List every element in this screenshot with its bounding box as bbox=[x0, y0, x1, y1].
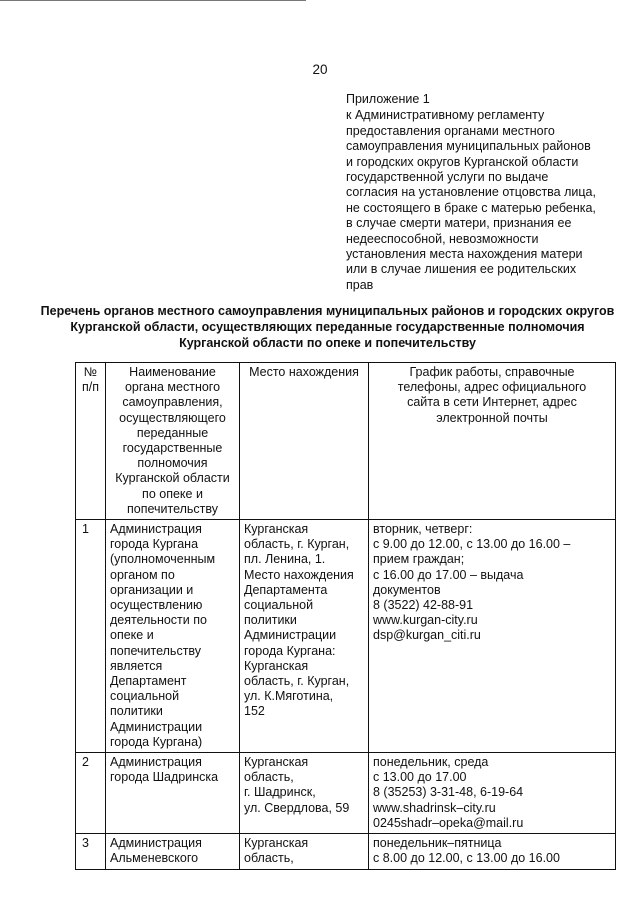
appendix-block bbox=[346, 92, 616, 293]
table-row bbox=[76, 520, 616, 753]
row-number: 3 bbox=[76, 834, 106, 869]
table-row bbox=[76, 753, 616, 834]
row-authority-name: Администрация Альменевского bbox=[106, 834, 240, 869]
appendix-title: Приложение 1 bbox=[346, 92, 430, 106]
row-number: 1 bbox=[76, 520, 106, 753]
row-location: Курганская область, bbox=[240, 834, 369, 869]
row-location: Курганская область, г. Шадринск, ул. Свердлова, 59 bbox=[240, 753, 369, 834]
page-number: 20 bbox=[312, 62, 328, 77]
header-number: № п/п bbox=[76, 363, 106, 520]
top-border-line bbox=[0, 0, 306, 1]
row-authority-name: Администрация города Шадринска bbox=[106, 753, 240, 834]
document-heading: Перечень органов местного самоуправления муниципальных районов и городских округов Курганской области, осуществляющих переданные государственные полномочия Курганской области по опеке и попечительству bbox=[40, 304, 615, 350]
row-schedule-contacts: понедельник, среда с 13.00 до 17.00 8 (35253) 3-31-48, 6-19-64 www.shadrinsk–city.ru 0245shadr–opeka@mail.ru bbox=[369, 753, 616, 834]
appendix-text: к Административному регламенту предоставления органами местного самоуправления муниципальных районов и городских округов Курганской области государственной услуги по выдаче согласия на установление отцовства лица, не состоящего в браке с матерью ребенка, в случае смерти матери, признания ее недееспособной, невозможности установления места нахождения матери или в случае лишения ее родительских прав bbox=[346, 108, 596, 292]
header-name: Наименование органа местного самоуправления, осуществляющего переданные государственные полномочия Курганской области по опеке и попечительству bbox=[106, 363, 240, 520]
row-location: Курганская область, г. Курган, пл. Ленина, 1. Место нахождения Департамента социальной политики Администрации города Кургана: Курганская область, г. Курган, ул. К.Мяготина, 152 bbox=[240, 520, 369, 753]
row-number: 2 bbox=[76, 753, 106, 834]
header-schedule: График работы, справочные телефоны, адрес официального сайта в сети Интернет, адрес электронной почты bbox=[369, 363, 616, 520]
row-authority-name: Администрация города Кургана (уполномоченным органом по организации и осуществлению деятельности по опеке и попечительству является Департамент социальной политики Администрации города Кургана) bbox=[106, 520, 240, 753]
header-location: Место нахождения bbox=[240, 363, 369, 520]
row-schedule-contacts: понедельник–пятница с 8.00 до 12.00, с 13.00 до 16.00 bbox=[369, 834, 616, 869]
authorities-table bbox=[75, 362, 616, 870]
row-schedule-contacts: вторник, четверг: с 9.00 до 12.00, с 13.00 до 16.00 – прием граждан; с 16.00 до 17.00 – выдача документов 8 (3522) 42-88-91 www.kurgan-city.ru dsp@kurgan_citi.ru bbox=[369, 520, 616, 753]
table-header-row bbox=[76, 363, 616, 520]
table-row bbox=[76, 834, 616, 869]
